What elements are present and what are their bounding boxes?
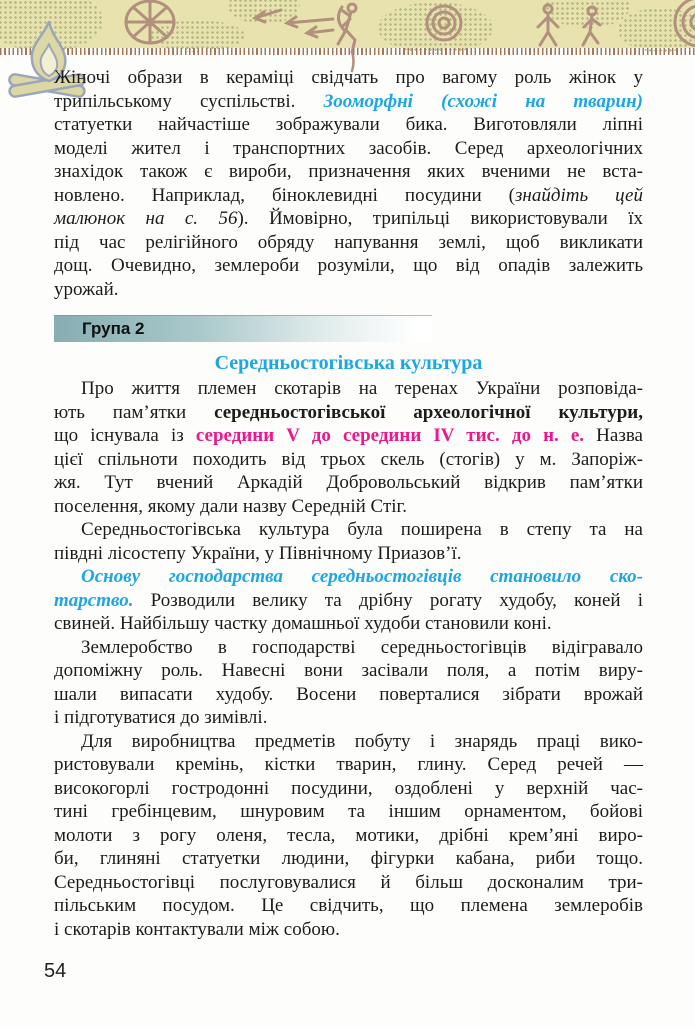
text-segment-plain: і підготуватися до зимівлі. (54, 707, 268, 728)
section-text-block (54, 377, 643, 941)
text-segment-plain: Для виробництва предметів побуту і знарядь праці вико- (81, 730, 643, 752)
paragraph (54, 565, 643, 636)
text-segment-bold: середньостогівської археологічної культури, (214, 401, 643, 423)
text-line (54, 424, 643, 448)
text-segment-plain: новлено. Наприклад, біноклевидні посудини ( (54, 184, 516, 206)
text-segment-plain: Середньостогівці послуговувалися й більш досконалим три- (54, 871, 643, 893)
text-segment-plain: пільським посудом. Це свідчить, що племена землеробів (54, 895, 643, 916)
text-line (54, 824, 643, 848)
text-segment-plain: цієї спільноти походить від трьох скель (стогів) у м. Запоріж- (54, 448, 643, 470)
text-segment-plain: допоміжну роль. Навесні вони засівали поля, а потім виру- (54, 660, 643, 681)
text-line (54, 871, 643, 895)
text-segment-plain: дощ. Очевидно, землероби розуміли, що від опадів залежить (54, 255, 643, 276)
page-number: 54 (44, 960, 67, 982)
group-2-label-bar (54, 315, 432, 342)
text-line (54, 894, 643, 918)
text-line (54, 90, 643, 114)
text-line (54, 612, 643, 636)
text-line (54, 160, 643, 184)
text-line (54, 683, 643, 707)
paragraph (54, 518, 643, 565)
text-line (54, 847, 643, 871)
text-line (54, 730, 643, 754)
band-texture-blotch (545, 0, 630, 28)
paragraph (54, 636, 643, 730)
text-segment-plain: Землеробство в господарстві середньостогівців відігравало (81, 636, 643, 658)
text-line (54, 706, 643, 730)
text-segment-plain: і скотарів контактували між собою. (54, 918, 340, 940)
text-line (54, 800, 643, 824)
band-texture-blotch (228, 0, 300, 24)
text-segment-plain: урожай. (54, 278, 119, 300)
text-segment-plain: що існувала із (54, 425, 196, 446)
text-line (54, 777, 643, 801)
text-line (54, 495, 643, 519)
text-segment-term_blue: тарство. (54, 589, 134, 611)
band-texture-blotch (618, 8, 695, 52)
text-line (54, 137, 643, 161)
text-segment-plain: знахідок також є вироби, призначення яких вченими не вста- (54, 161, 643, 182)
text-segment-plain: молоти з рогу оленя, тесла, мотики, дрібні крем’яні виро- (54, 824, 643, 846)
text-line (54, 589, 643, 613)
paragraph (54, 66, 643, 301)
paragraph (54, 730, 643, 942)
text-segment-plain: Про життя племен скотарів на теренах України розповіда- (81, 378, 643, 399)
text-line (54, 636, 643, 660)
text-segment-plain: півдні лісостепу України, у Північному Приазов’ї. (54, 542, 462, 564)
text-segment-plain: Жіночі образи в кераміці свідчать про вагому роль жінок у (54, 67, 643, 88)
text-line (54, 753, 643, 777)
text-segment-plain: високогорлі гостродонні посудини, оздоблені у верхній час- (54, 777, 643, 799)
text-segment-italic: малюнок на с. 56 (54, 208, 238, 229)
text-segment-plain: статуетки найчастіше зображували бика. Виготовляли ліпні (54, 114, 643, 135)
text-line (54, 66, 643, 90)
text-line (54, 254, 643, 278)
text-segment-plain: під час релігійного обряду напування землі, щоб викликати (54, 231, 643, 253)
text-segment-plain: Середньостогівська культура була поширена в степу та на (81, 519, 643, 540)
text-line (54, 659, 643, 683)
text-segment-plain: би, глиняні статуетки людини, фігурки кабана, риби тощо. (54, 848, 643, 869)
text-line (54, 207, 643, 231)
text-segment-plain: жя. Тут вчений Аркадій Добровольський відкрив пам’ятки (54, 472, 643, 493)
group-label: Група 2 (82, 319, 145, 338)
text-segment-plain: ють пам’ятки (54, 401, 215, 423)
text-segment-plain: моделі жител і транспортних засобів. Серед археологічних (54, 137, 643, 159)
text-line (54, 448, 643, 472)
text-segment-italic: знайдіть цей (515, 184, 643, 206)
text-segment-plain: ристовували кремінь, кістки тварин, глину. Серед речей — (54, 754, 643, 775)
text-line (54, 377, 643, 401)
text-line (54, 518, 643, 542)
text-line (54, 918, 643, 942)
text-segment-plain: Назва (584, 425, 643, 446)
intro-text-block (54, 66, 643, 301)
text-segment-term_blue: Основу господарства середньостогівців становило ско- (81, 566, 643, 587)
text-segment-term_blue: Зооморфні (схожі на тварин) (323, 90, 643, 112)
text-segment-plain: свиней. Найбільшу частку домашньої худоби становили коні. (54, 613, 552, 634)
stitched-border (0, 48, 695, 55)
text-segment-plain: шали випасати худобу. Восени поверталися зібрати врожай (54, 683, 643, 705)
section-heading: Середньостогівська культура (214, 352, 483, 374)
text-line (54, 231, 643, 255)
text-segment-plain: поселення, якому дали назву Середній Стіг. (54, 495, 407, 517)
text-line (54, 113, 643, 137)
text-line (54, 565, 643, 589)
text-line (54, 401, 643, 425)
text-line (54, 278, 643, 302)
text-segment-plain: трипільському суспільстві. (54, 90, 324, 112)
text-line (54, 471, 643, 495)
band-texture-blotch (378, 2, 493, 54)
text-segment-plain: тині гребінцевим, шнуровим та іншим орнаментом, бойові (54, 801, 643, 822)
text-line (54, 542, 643, 566)
paragraph (54, 377, 643, 518)
header-decoration-band (0, 0, 695, 48)
text-segment-magenta_bold: середини V до середини IV тис. до н. е. (195, 425, 585, 446)
text-segment-plain: Розводили велику та дрібну рогату худобу, коней і (133, 589, 643, 611)
text-segment-plain: ). Ймовірно, трипільці використовували їх (237, 208, 643, 229)
text-line (54, 184, 643, 208)
